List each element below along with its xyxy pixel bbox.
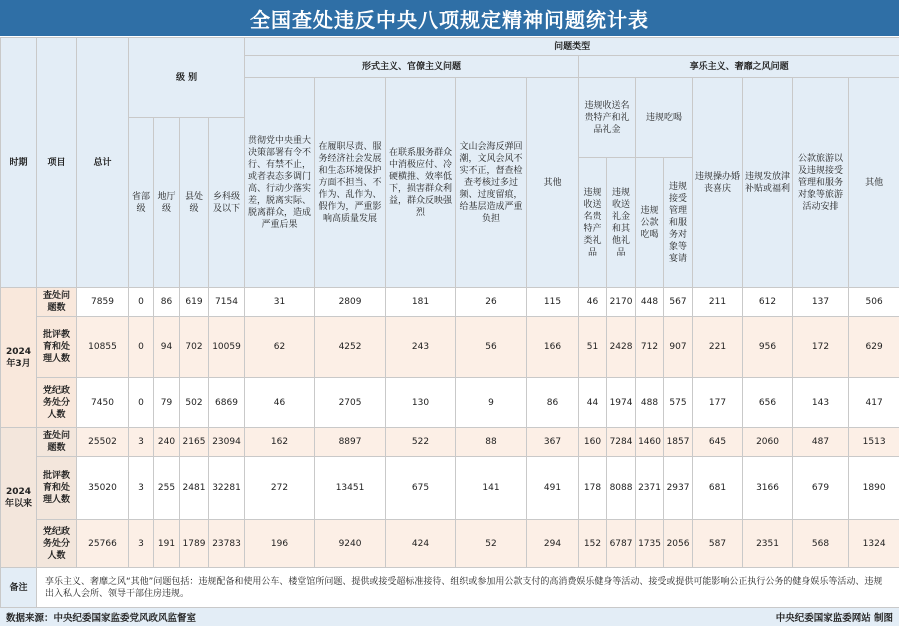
header-hedonism-col-other: 其他 [849,78,899,288]
header-gift-group: 违规收送名贵特产和礼品礼金 [579,78,636,158]
cell: 2060 [743,428,793,457]
cell: 46 [245,378,315,428]
cell: 221 [693,317,743,378]
cell: 6869 [209,378,245,428]
cell: 272 [245,457,315,520]
cell: 141 [456,457,527,520]
cell: 568 [793,520,849,568]
cell: 7284 [607,428,636,457]
cell: 712 [636,317,664,378]
cell: 79 [154,378,180,428]
page-title: 全国查处违反中央八项规定精神问题统计表 [0,0,899,36]
cell: 13451 [315,457,386,520]
cell: 23094 [209,428,245,457]
cell: 94 [154,317,180,378]
cell: 0 [129,288,154,317]
header-formalism-group: 形式主义、官僚主义问题 [245,56,579,78]
cell: 656 [743,378,793,428]
cell: 196 [245,520,315,568]
cell-total: 7859 [77,288,129,317]
cell: 0 [129,378,154,428]
cell: 178 [579,457,607,520]
cell: 46 [579,288,607,317]
cell: 1857 [664,428,693,457]
cell: 3 [129,428,154,457]
header-formalism-col-3: 在联系服务群众中消极应付、冷硬横推、效率低下，损害群众利益，群众反映强烈 [386,78,456,288]
cell: 2937 [664,457,693,520]
row-label: 查处问题数 [37,428,77,457]
cell: 243 [386,317,456,378]
cell: 424 [386,520,456,568]
cell: 294 [527,520,579,568]
header-formalism-col-2: 在履职尽责、服务经济社会发展和生态环境保护方面不担当、不作为、乱作为、假作为，严重影响高质量发展 [315,78,386,288]
cell: 2170 [607,288,636,317]
cell: 487 [793,428,849,457]
header-gift-col-specialty: 违规收送名贵特产类礼品 [579,158,607,288]
cell: 367 [527,428,579,457]
cell: 681 [693,457,743,520]
cell: 152 [579,520,607,568]
cell: 1324 [849,520,899,568]
cell: 86 [527,378,579,428]
cell: 1513 [849,428,899,457]
header-problem-type: 问题类型 [245,38,899,56]
header-level-prefectural: 地厅级 [154,118,180,288]
header-formalism-col-4: 文山会海反弹回潮，文风会风不实不正，督查检查考核过多过频、过度留痕，给基层造成严重负担 [456,78,527,288]
note-text: 享乐主义、奢靡之风“其他”问题包括：违规配备和使用公车、楼堂馆所问题、提供或接受超标准接待、组织或参加用公款支付的高消费娱乐健身等活动、接受或提供可能影响公正执行公务的健身娱乐等活动、违规出入私人会所、领导干部住房违规。 [37,568,899,608]
row-label: 党纪政务处分人数 [37,378,77,428]
header-level-group: 级 别 [129,38,245,118]
cell: 44 [579,378,607,428]
cell: 181 [386,288,456,317]
cell: 31 [245,288,315,317]
cell: 32281 [209,457,245,520]
cell-total: 7450 [77,378,129,428]
cell: 166 [527,317,579,378]
row-label: 查处问题数 [37,288,77,317]
cell: 502 [180,378,209,428]
cell: 255 [154,457,180,520]
cell: 1974 [607,378,636,428]
cell: 9 [456,378,527,428]
header-eat-col-public: 违规公款吃喝 [636,158,664,288]
cell: 448 [636,288,664,317]
cell: 567 [664,288,693,317]
cell: 675 [386,457,456,520]
cell: 7154 [209,288,245,317]
row-label: 批评教育和处理人数 [37,317,77,378]
cell: 162 [245,428,315,457]
cell: 240 [154,428,180,457]
cell: 86 [154,288,180,317]
cell: 575 [664,378,693,428]
row-label: 批评教育和处理人数 [37,457,77,520]
period-label-year: 2024年以来 [1,428,37,568]
cell: 1735 [636,520,664,568]
cell: 211 [693,288,743,317]
header-period: 时期 [1,38,37,288]
cell: 491 [527,457,579,520]
cell: 956 [743,317,793,378]
cell-total: 35020 [77,457,129,520]
cell: 2351 [743,520,793,568]
cell: 177 [693,378,743,428]
cell: 51 [579,317,607,378]
cell: 522 [386,428,456,457]
cell: 137 [793,288,849,317]
header-level-township: 乡科级及以下 [209,118,245,288]
cell-total: 10855 [77,317,129,378]
cell: 160 [579,428,607,457]
cell: 8088 [607,457,636,520]
header-item: 项目 [37,38,77,288]
cell: 2371 [636,457,664,520]
cell: 115 [527,288,579,317]
header-hedonism-group: 享乐主义、奢靡之风问题 [579,56,899,78]
cell: 26 [456,288,527,317]
cell: 619 [180,288,209,317]
cell: 88 [456,428,527,457]
statistics-table-wrapper [0,37,899,607]
header-hedonism-col-allowance: 违规发放津补贴或福利 [743,78,793,288]
cell: 488 [636,378,664,428]
cell: 3 [129,520,154,568]
cell: 23783 [209,520,245,568]
cell: 645 [693,428,743,457]
cell: 612 [743,288,793,317]
cell: 702 [180,317,209,378]
header-gift-col-cash: 违规收送礼金和其他礼品 [607,158,636,288]
cell-total: 25766 [77,520,129,568]
cell: 52 [456,520,527,568]
cell: 506 [849,288,899,317]
credit: 中央纪委国家监委网站 制图 [775,613,893,624]
footer [0,608,899,626]
header-total: 总计 [77,38,129,288]
cell: 6787 [607,520,636,568]
cell: 417 [849,378,899,428]
cell: 130 [386,378,456,428]
data-source: 数据来源：中央纪委国家监委党风政风监督室 [6,613,197,624]
cell: 56 [456,317,527,378]
cell: 907 [664,317,693,378]
statistics-table [0,37,899,608]
cell: 10059 [209,317,245,378]
cell: 2809 [315,288,386,317]
cell: 1460 [636,428,664,457]
cell: 1789 [180,520,209,568]
cell: 0 [129,317,154,378]
cell: 2428 [607,317,636,378]
cell: 629 [849,317,899,378]
cell: 172 [793,317,849,378]
header-hedonism-col-travel: 公款旅游以及违规接受管理和服务对象等旅游活动安排 [793,78,849,288]
cell: 9240 [315,520,386,568]
header-formalism-col-other: 其他 [527,78,579,288]
cell: 2165 [180,428,209,457]
cell: 2705 [315,378,386,428]
cell: 191 [154,520,180,568]
cell: 143 [793,378,849,428]
row-label: 党纪政务处分人数 [37,520,77,568]
cell: 3166 [743,457,793,520]
cell: 3 [129,457,154,520]
header-hedonism-col-weddings: 违规操办婚丧喜庆 [693,78,743,288]
cell: 679 [793,457,849,520]
cell: 1890 [849,457,899,520]
cell-total: 25502 [77,428,129,457]
cell: 2056 [664,520,693,568]
cell: 4252 [315,317,386,378]
header-level-provincial: 省部级 [129,118,154,288]
header-eat-col-banquet: 违规接受管理和服务对象等宴请 [664,158,693,288]
note-label: 备注 [1,568,37,608]
header-eat-group: 违规吃喝 [636,78,693,158]
cell: 62 [245,317,315,378]
cell: 2481 [180,457,209,520]
cell: 587 [693,520,743,568]
header-level-county: 县处级 [180,118,209,288]
period-label-march: 2024年3月 [1,288,37,428]
cell: 8897 [315,428,386,457]
header-formalism-col-1: 贯彻党中央重大决策部署有令不行、有禁不止，或者表态多调门高、行动少落实差，脱离实际、脱离群众，造成严重后果 [245,78,315,288]
